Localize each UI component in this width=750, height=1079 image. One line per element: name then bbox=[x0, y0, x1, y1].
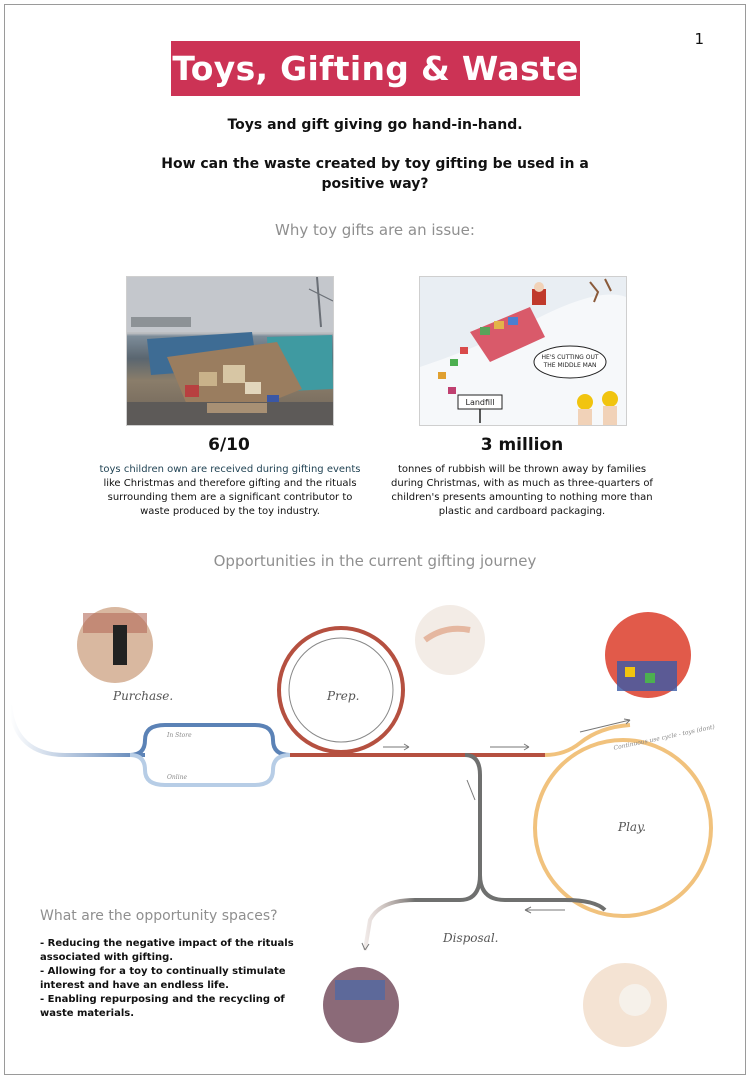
online-label: Online bbox=[167, 774, 188, 781]
purchase-photo-child bbox=[113, 625, 127, 665]
disposal-photo bbox=[323, 967, 399, 1043]
intro-text: Toys and gift giving go hand-in-hand. bbox=[227, 117, 523, 133]
question-line-1: How can the waste created by toy gifting be used in a bbox=[161, 156, 589, 172]
cycle-label: Continuous use cycle - toys (dont) bbox=[613, 723, 716, 752]
why-heading: Why toy gifts are an issue: bbox=[275, 221, 475, 239]
stat-right-description: tonnes of rubbish will be thrown away by families during Christmas, with as much as three-quarters of children's presents amounting to nothing more than plastic and cardboard packaging. bbox=[391, 464, 653, 517]
online-line bbox=[130, 755, 290, 785]
question-line-2: positive way? bbox=[321, 176, 429, 192]
cartoon-speech-1: HE'S CUTTING OUT bbox=[541, 354, 599, 361]
spaces-heading: What are the opportunity spaces? bbox=[40, 908, 278, 924]
play-photo-block-1 bbox=[625, 667, 635, 677]
page bbox=[4, 4, 746, 1075]
cartoon-speech-2: THE MIDDLE MAN bbox=[543, 362, 597, 369]
purchase-entry-line bbox=[10, 705, 145, 755]
disposal-photo-waste bbox=[335, 980, 385, 1000]
journey-heading: Opportunities in the current gifting journey bbox=[213, 552, 537, 570]
stat-left-rest: like Christmas and therefore gifting and the rituals surrounding them are a significant contributor to waste produced by the toy industry. bbox=[103, 478, 357, 517]
spaces-list bbox=[40, 937, 315, 1021]
play-photo-block-2 bbox=[645, 673, 655, 683]
purchase-label: Purchase. bbox=[113, 689, 174, 703]
in-store-label: In Store bbox=[167, 732, 192, 739]
stat-left-number: 6/10 bbox=[208, 435, 250, 455]
space-item-2: - Allowing for a toy to continually stimulate interest and have an endless life. bbox=[40, 966, 286, 991]
sleep-photo-teddy bbox=[619, 984, 651, 1016]
disposal-label: Disposal. bbox=[443, 931, 499, 945]
stat-right-number: 3 million bbox=[480, 435, 564, 455]
cartoon-sign: Landfill bbox=[465, 398, 495, 407]
play-label: Play. bbox=[618, 820, 647, 834]
space-item-3: - Enabling repurposing and the recycling of waste materials. bbox=[40, 994, 285, 1019]
page-title: Toys, Gifting & Waste bbox=[171, 41, 580, 96]
arrow-4 bbox=[467, 780, 475, 800]
prep-label: Prep. bbox=[327, 689, 360, 703]
disposal-line bbox=[415, 755, 480, 900]
page-number: 1 bbox=[694, 30, 704, 48]
play-to-disposal-line bbox=[480, 875, 605, 910]
disposal-exit-line bbox=[365, 900, 415, 950]
space-item-1: - Reducing the negative impact of the rituals associated with gifting. bbox=[40, 938, 294, 963]
stat-left-highlight: toys children own are received during gifting events bbox=[99, 464, 361, 475]
in-store-line bbox=[130, 725, 290, 755]
